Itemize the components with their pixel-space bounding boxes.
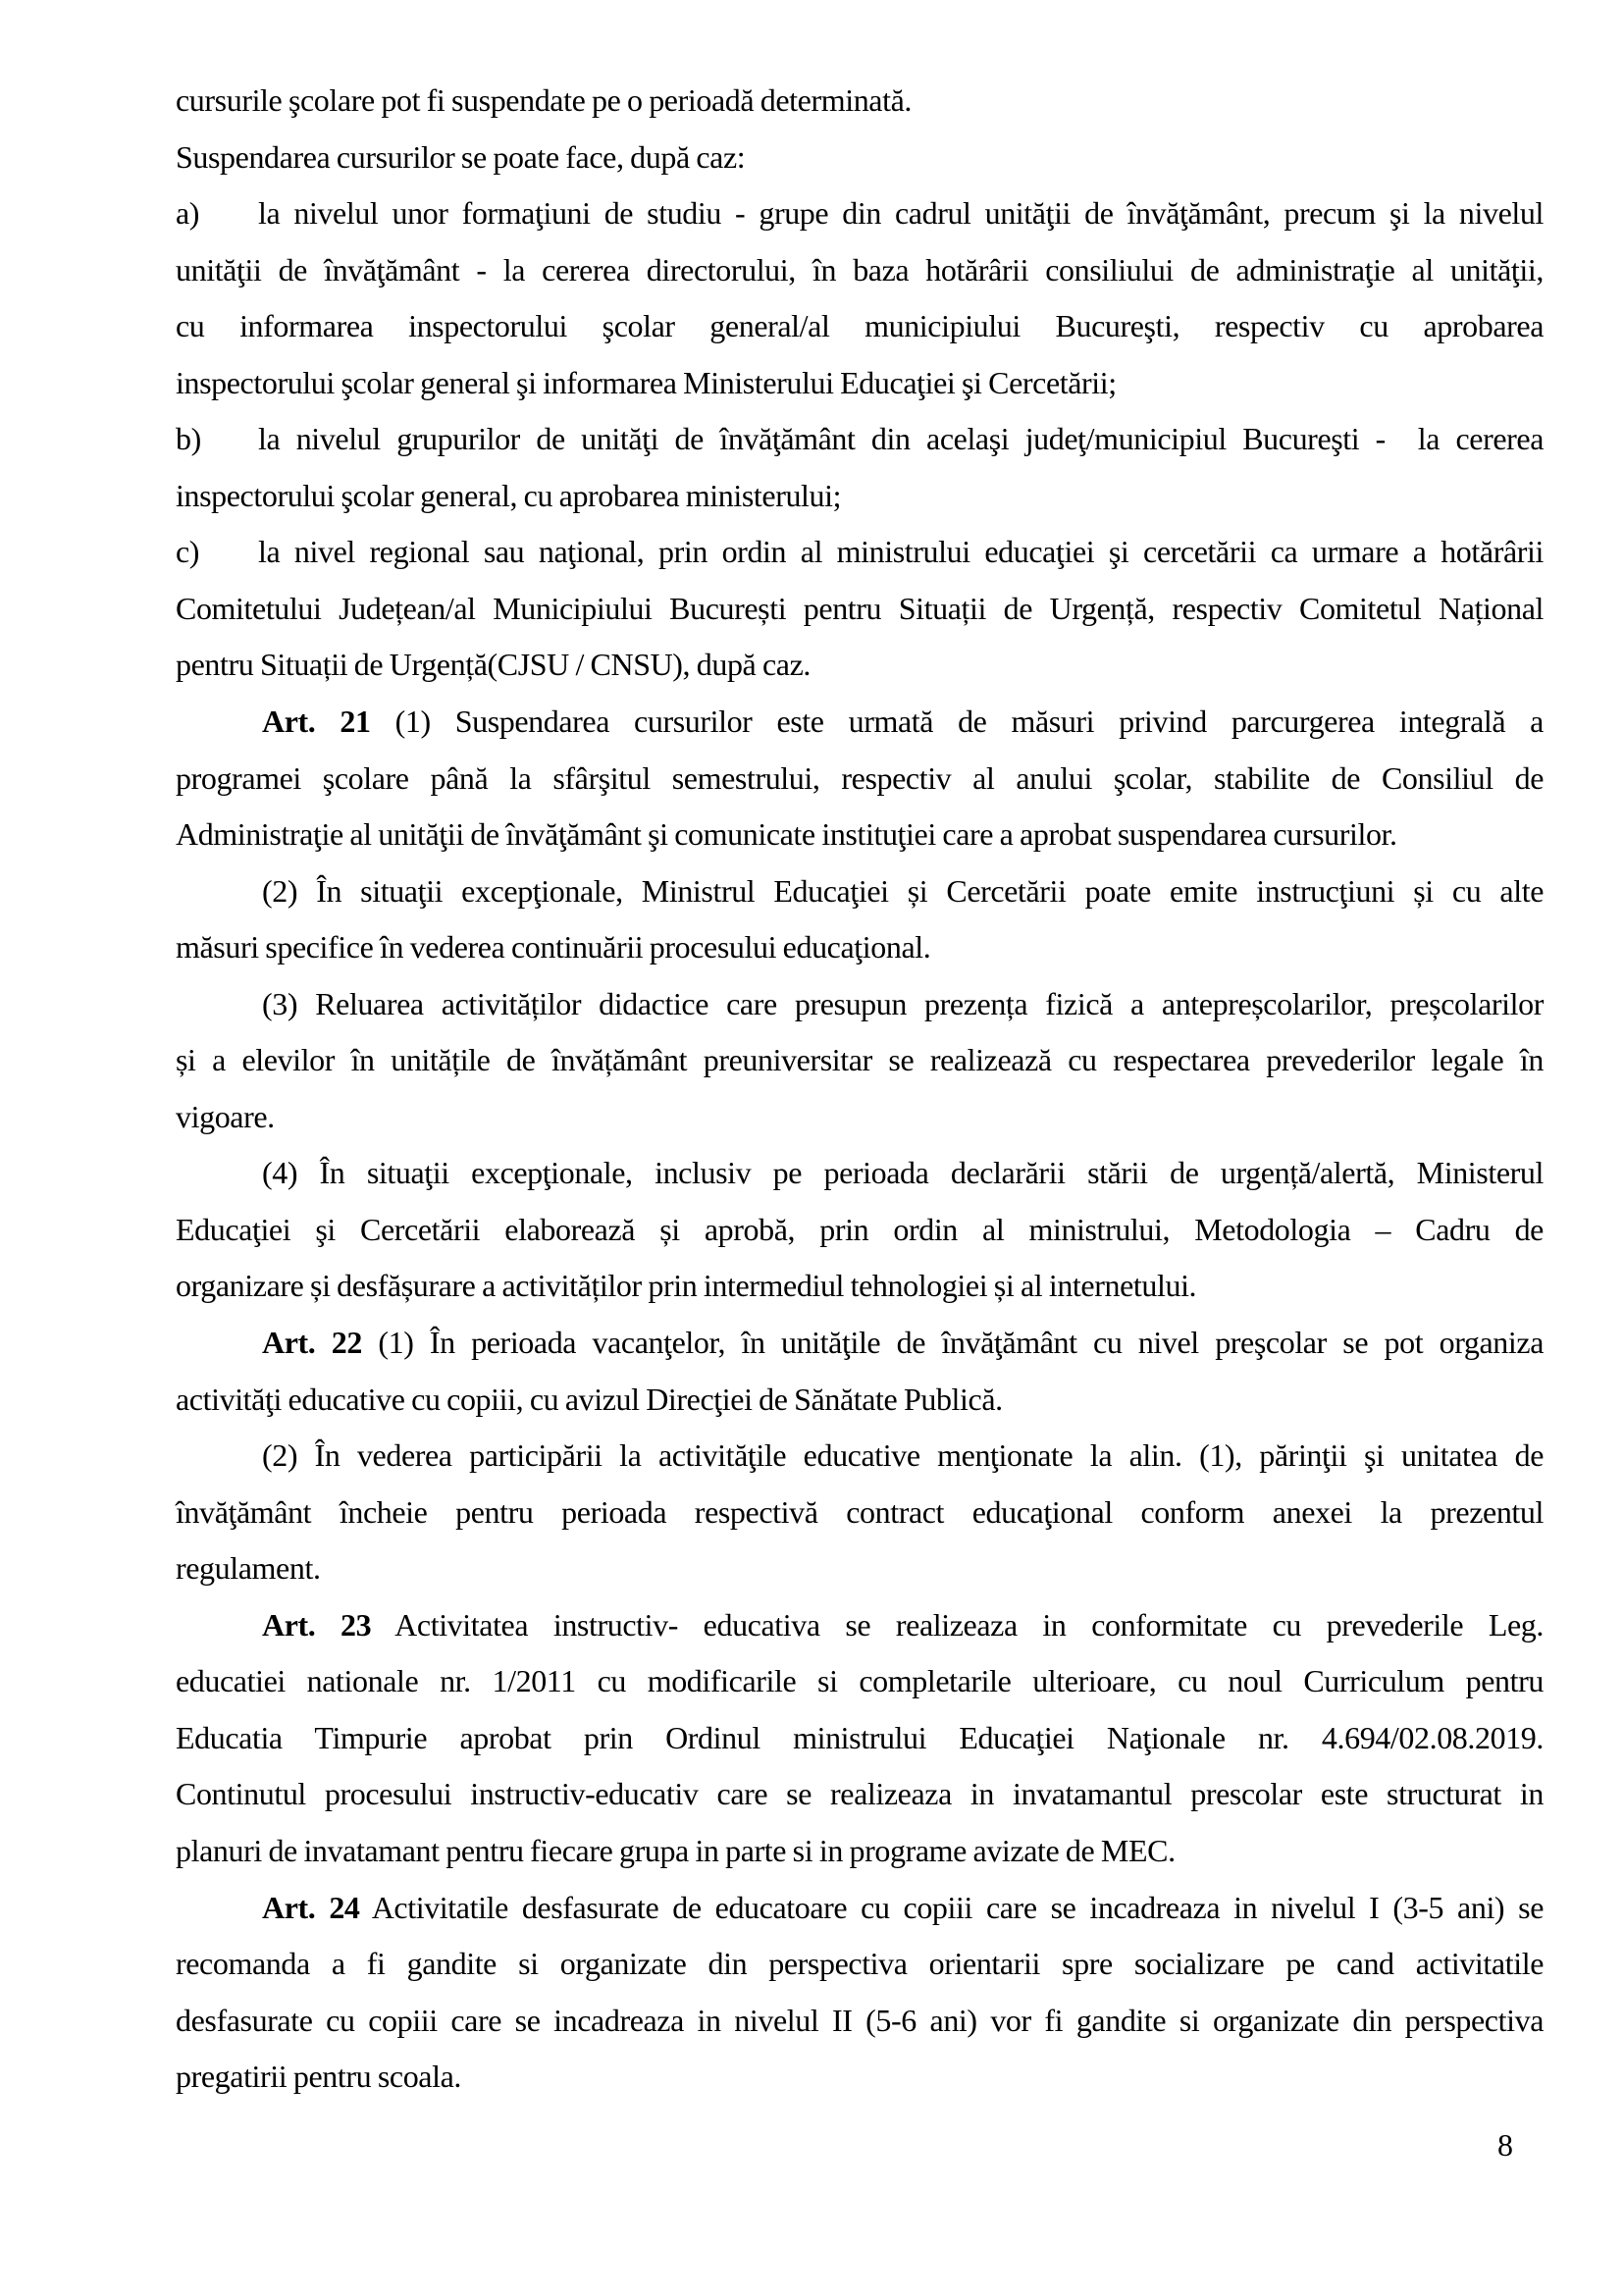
line-text: pregatirii pentru scoala. <box>176 2059 461 2095</box>
line-text: (1) Suspendarea cursurilor este urmată de măsuri privind parcurgerea integrală a <box>370 704 1544 740</box>
line-text: regulament. <box>176 1550 321 1587</box>
line-text: la nivel regional sau naţional, prin ordin al ministrului educaţiei şi cercetării ca urmare a hotărârii <box>258 534 1544 570</box>
text-line <box>176 1880 1544 1937</box>
line-text: (2) În vederea participării la activităţile educative menţionate la alin. (1), părinţii şi unitatea de <box>262 1437 1544 1474</box>
line-text: desfasurate cu copiii care se incadreaza in nivelul II (5-6 ani) vor fi gandite si organizate din perspectiva <box>176 2002 1544 2038</box>
text-line <box>176 1145 1544 1202</box>
line-text: inspectorului şcolar general şi informarea Ministerului Educaţiei şi Cercetării; <box>176 364 1117 400</box>
line-text: și a elevilor în unitățile de învățământ preuniversitar se realizează cu respectarea prevederilor legale în <box>176 1042 1544 1078</box>
text-line <box>176 1597 1544 1654</box>
document-body <box>176 73 1544 2106</box>
line-text: (4) În situaţii excepţionale, inclusiv pe perioada declarării stării de urgență/alertă, Ministerul <box>262 1155 1544 1191</box>
text-line <box>176 468 1544 525</box>
line-text: cursurile şcolare pot fi suspendate pe o perioadă determinată. <box>176 82 912 118</box>
line-text: programei şcolare până la sfârşitul semestrului, respectiv al anului şcolar, stabilite de Consiliul de <box>176 759 1544 796</box>
text-line <box>176 976 1544 1033</box>
text-line <box>176 1936 1544 1993</box>
text-line <box>176 1823 1544 1880</box>
line-text: Comitetului Județean/al Municipiului București pentru Situații de Urgență, respectiv Comitetul Național <box>176 590 1544 626</box>
text-line <box>176 581 1544 638</box>
line-text: educatiei nationale nr. 1/2011 cu modificarile si completarile ulterioare, cu noul Curriculum pentru <box>176 1663 1544 1699</box>
line-text: recomanda a fi gandite si organizate din perspectiva orientarii spre socializare pe cand activitatile <box>176 1946 1544 1982</box>
text-line <box>176 694 1544 751</box>
text-line <box>176 863 1544 920</box>
line-text: unităţii de învăţământ - la cererea directorului, în baza hotărârii consiliului de administraţie al unităţii, <box>176 251 1544 287</box>
text-line <box>176 1315 1544 1372</box>
text-line <box>176 355 1544 412</box>
text-line <box>176 411 1544 468</box>
text-line <box>176 130 1544 186</box>
line-text: activităţi educative cu copiii, cu avizul Direcţiei de Sănătate Publică. <box>176 1381 1003 1417</box>
text-line <box>176 637 1544 694</box>
article-label: Art. 22 <box>262 1325 362 1361</box>
line-text: inspectorului şcolar general, cu aprobarea ministerului; <box>176 477 842 513</box>
list-marker: c) <box>176 534 200 570</box>
article-label: Art. 23 <box>262 1606 372 1643</box>
line-text: (3) Reluarea activităților didactice care presupun prezența fizică a antepreșcolarilor, preșcolarilor <box>262 985 1544 1021</box>
text-line <box>176 1993 1544 2050</box>
line-text: cu informarea inspectorului şcolar general/al municipiului Bucureşti, respectiv cu aprobarea <box>176 308 1544 344</box>
line-text: (2) În situaţii excepţionale, Ministrul Educaţiei și Cercetării poate emite instrucţiuni și cu alte <box>262 872 1544 909</box>
line-text: Administraţie al unităţii de învăţământ şi comunicate instituţiei care a aprobat suspendarea cursurilor. <box>176 816 1397 853</box>
text-line <box>176 1372 1544 1429</box>
text-line <box>176 1540 1544 1597</box>
text-line <box>176 751 1544 808</box>
text-line <box>176 807 1544 863</box>
line-text: Activitatea instructiv- educativa se realizeaza in conformitate cu prevederile Leg. <box>371 1606 1545 1643</box>
text-line <box>176 1710 1544 1767</box>
line-text: pentru Situații de Urgență(CJSU / CNSU), după caz. <box>176 647 811 683</box>
line-text: măsuri specifice în vederea continuării procesului educaţional. <box>176 929 931 965</box>
article-label: Art. 21 <box>262 704 371 740</box>
line-text: Educatia Timpurie aprobat prin Ordinul ministrului Educaţiei Naţionale nr. 4.694/02.08.2019. <box>176 1719 1544 1755</box>
text-line <box>176 1032 1544 1089</box>
text-line <box>176 1202 1544 1259</box>
line-text: organizare și desfășurare a activităților prin intermediul tehnologiei și al internetului. <box>176 1268 1197 1304</box>
line-text: (1) În perioada vacanţelor, în unităţile de învăţământ cu nivel preşcolar se pot organiza <box>361 1325 1544 1361</box>
text-line <box>176 298 1544 355</box>
text-line <box>176 185 1544 242</box>
article-label: Art. 24 <box>262 1889 360 1925</box>
list-marker: a) <box>176 195 200 232</box>
text-line <box>176 73 1544 130</box>
text-line <box>176 1653 1544 1710</box>
line-text: Continutul procesului instructiv-educativ care se realizeaza in invatamantul prescolar este structurat in <box>176 1776 1544 1812</box>
text-line <box>176 242 1544 299</box>
text-line <box>176 2049 1544 2106</box>
line-text: la nivelul grupurilor de unităţi de învăţământ din acelaşi judeţ/municipiul Bucureşti - la cererea <box>258 421 1544 457</box>
list-marker: b) <box>176 421 201 457</box>
text-line <box>176 1428 1544 1485</box>
line-text: planuri de invatamant pentru fiecare grupa in parte si in programe avizate de MEC. <box>176 1832 1176 1868</box>
text-line <box>176 1258 1544 1315</box>
text-line <box>176 1089 1544 1146</box>
line-text: vigoare. <box>176 1098 275 1134</box>
text-line <box>176 919 1544 976</box>
line-text: învăţământ încheie pentru perioada respectivă contract educaţional conform anexei la prezentul <box>176 1493 1544 1530</box>
line-text: Activitatile desfasurate de educatoare cu copiii care se incadreaza in nivelul I (3-5 ani) se <box>359 1889 1545 1925</box>
text-line <box>176 1766 1544 1823</box>
text-line <box>176 524 1544 581</box>
text-line <box>176 1485 1544 1541</box>
line-text: la nivelul unor formaţiuni de studiu - grupe din cadrul unităţii de învăţământ, precum şi la nivelul <box>258 195 1544 232</box>
line-text: Suspendarea cursurilor se poate face, după caz: <box>176 138 746 175</box>
page-number: 8 <box>1497 2127 1513 2163</box>
line-text: Educaţiei şi Cercetării elaborează și aprobă, prin ordin al ministrului, Metodologia – Cadru de <box>176 1211 1544 1247</box>
